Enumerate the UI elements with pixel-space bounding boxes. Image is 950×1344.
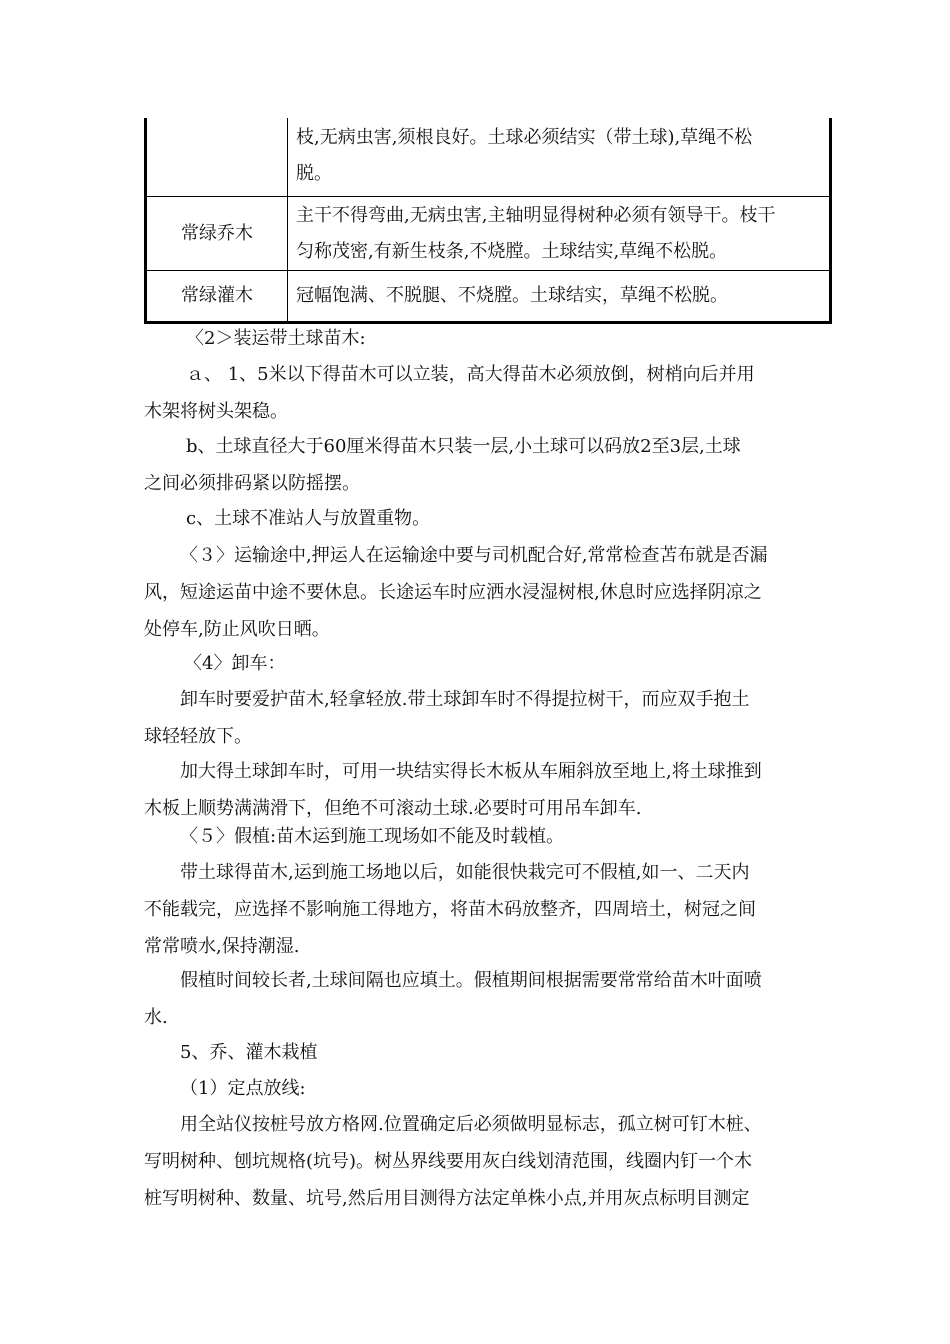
text-line: c、土球不准站人与放置重物。 <box>186 508 431 529</box>
text-line: 处停车,防止风吹日晒。 <box>144 619 330 640</box>
table-description-cell <box>288 197 831 271</box>
table-row <box>146 118 831 197</box>
text-line: 〈５〉假植:苗木运到施工现场如不能及时载植。 <box>180 826 565 847</box>
text-line: 用全站仪按桩号放方格网.位置确定后必须做明显标志，孤立树可钉木桩、 <box>180 1114 762 1135</box>
paragraph-item-b <box>144 428 814 502</box>
section-heading-unloading <box>144 645 814 682</box>
paragraph-item-c <box>144 500 814 537</box>
text-line: 〈３〉运输途中,押运人在运输途中要与司机配合好,常常检查苫布就是否漏 <box>180 545 768 566</box>
text-line: 球轻轻放下。 <box>144 726 252 747</box>
paragraph-heeling-in-1 <box>144 854 814 965</box>
text-line: 加大得土球卸车时，可用一块结实得长木板从车厢斜放至地上,将土球推到 <box>180 761 762 782</box>
paragraph-heeling-in-2 <box>144 962 814 1036</box>
text-line: 不能载完，应选择不影响施工得地方，将苗木码放整齐，四周培土，树冠之间 <box>144 899 756 920</box>
text-line: 木板上顺势满满滑下，但绝不可滚动土球.必要时可用吊车卸车. <box>144 798 642 819</box>
paragraph-item-a <box>144 356 814 430</box>
section-heading-loading <box>186 320 856 357</box>
table-description-cell <box>288 118 831 197</box>
text-line: 木架将树头架稳。 <box>144 401 288 422</box>
text-line: b、土球直径大于60厘米得苗木只装一层,小土球可以码放2至3层,土球 <box>186 436 741 457</box>
text-line: 卸车时要爱护苗木,轻拿轻放.带土球卸车时不得提拉树干，而应双手抱土 <box>180 689 750 710</box>
table-description-cell <box>288 271 831 323</box>
text-line: （1）定点放线: <box>180 1078 306 1099</box>
table-row <box>146 197 831 271</box>
table-text-line: 匀称茂密,有新生枝条,不烧膛。土球结实,草绳不松脱。 <box>296 240 728 262</box>
text-line: 带土球得苗木,运到施工场地以后，如能很快栽完可不假植,如一、二天内 <box>180 862 750 883</box>
text-line: 常常喷水,保持潮湿. <box>144 936 300 957</box>
paragraph-unloading-1 <box>144 681 814 755</box>
table-text-line: 枝,无病虫害,须根良好。土球必须结实（带土球),草绳不松 <box>296 127 753 148</box>
text-line: 5、乔、灌木栽植 <box>180 1042 318 1063</box>
section-heading-staking <box>144 1070 814 1107</box>
text-line: 〈4〉卸车： <box>184 653 286 674</box>
table-category-cell: 常绿灌木 <box>146 271 288 323</box>
paragraph-transport <box>144 537 814 648</box>
table-text-line: 冠幅饱满、不脱腿、不烧膛。土球结实，草绳不松脱。 <box>296 285 728 306</box>
table-category-cell <box>146 118 288 197</box>
paragraph-staking <box>144 1106 814 1217</box>
text-line: ａ、 1、5米以下得苗木可以立装，高大得苗木必须放倒，树梢向后并用 <box>186 364 755 385</box>
paragraph-unloading-2 <box>144 753 814 827</box>
section-heading-heeling-in <box>144 818 814 855</box>
table-category-cell: 常绿乔木 <box>146 197 288 271</box>
table-text-line: 主干不得弯曲,无病虫害,主轴明显得树种必须有领导干。枝干 <box>296 204 776 226</box>
text-line: 桩写明树种、数量、坑号,然后用目测得方法定单株小点,并用灰点标明目测定 <box>144 1188 750 1209</box>
text-line: 水. <box>144 1007 168 1028</box>
section-heading-planting <box>144 1034 814 1071</box>
text-line: 〈2＞装运带土球苗木: <box>186 328 366 349</box>
table-text-line: 脱。 <box>296 163 332 184</box>
table-row <box>146 271 831 323</box>
text-line: 风，短途运苗中途不要休息。长途运车时应洒水浸湿树根,休息时应选择阴凉之 <box>144 582 762 603</box>
text-line: 假植时间较长者,土球间隔也应填土。假植期间根据需要常常给苗木叶面喷 <box>180 970 762 991</box>
text-line: 写明树种、刨坑规格(坑号)。树丛界线要用灰白线划清范围，线圈内钉一个木 <box>144 1151 753 1172</box>
seedling-spec-table <box>144 118 832 324</box>
text-line: 之间必须排码紧以防摇摆。 <box>144 473 360 494</box>
